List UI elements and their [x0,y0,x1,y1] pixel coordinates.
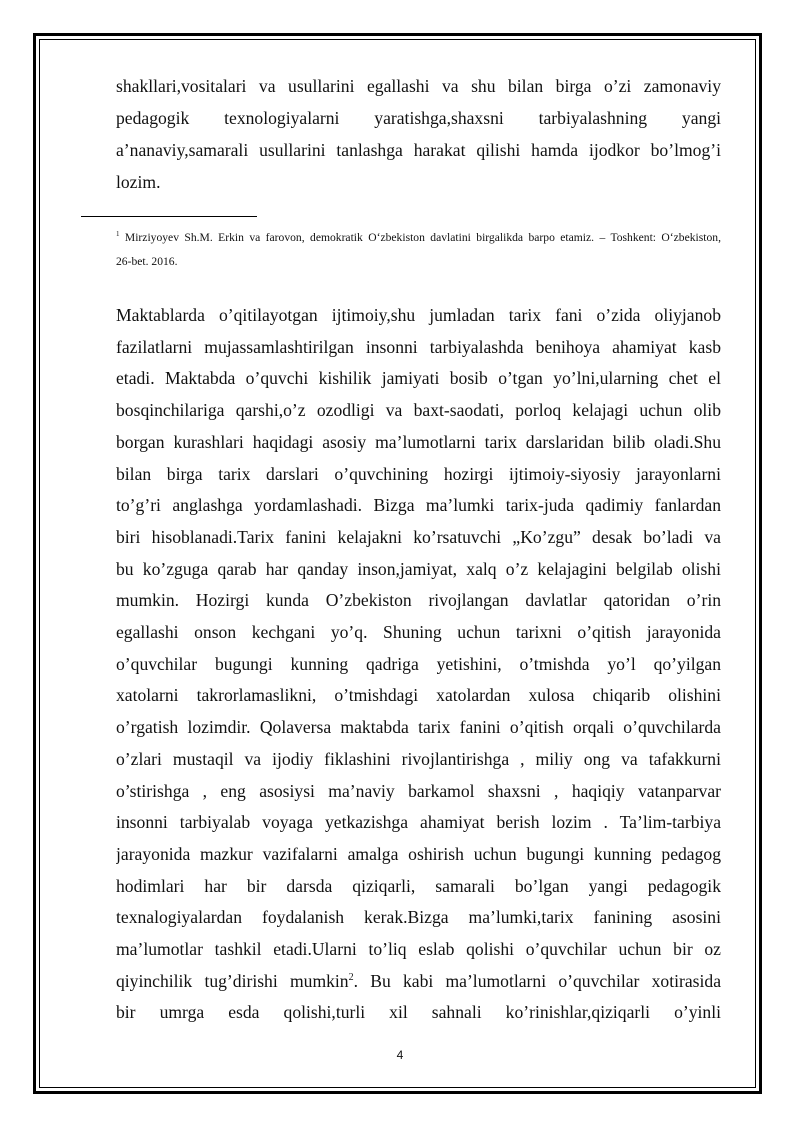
text-line: jarayonida mazkur vazifalarni amalga oshirish uchun bugungi kunning pedagog [116,843,721,864]
text-line: bosqinchilariga qarshi,o’z ozodligi va baxt-saodati, porloq kelajagi uchun olib [116,400,721,421]
footnote-marker: 1 [116,230,120,239]
footnote-line [116,226,721,250]
footnote-reference[interactable]: 2 [348,971,354,983]
footnote [116,226,721,274]
text-line: o’quvchilar bugungi kunning qadriga yetishini, o’tmishda yo’l qo’yilgan [116,653,721,674]
text-line: pedagogik texnologiyalarni yaratishga,shaxsni tarbiyalashning yangi [116,108,721,128]
text-line: o’zlari mustaqil va ijodiy fiklashini rivojlantirishga , miliy ong va tafakkurni [116,748,721,769]
text-line: bu ko’zguga qarab har qanday inson,jamiyat, xalq o’z kelajagini belgilab olishi [116,558,721,579]
footnote-text: Mirziyoyev Sh.M. Erkin va farovon, demokratik O‘zbekiston davlatini birgalikda barpo etamiz. – Toshkent: O‘zbekiston, [124,231,721,244]
text-line: egallashi onson kechgani yo’q. Shuning uchun tarixni o’qitish jarayonida [116,622,721,643]
page-number: 4 [396,1048,404,1062]
text-line: o’stirishga , eng asosiysi ma’naviy barkamol shaxsni , haqiqiy vatanparvar [116,780,721,801]
text-line: to’g’ri anglashga yordamlashadi. Bizga ma’lumki tarix-juda qadimiy fanlardan [116,495,721,516]
text-line: ma’lumotlar tashkil etadi.Ularni to’liq eslab qolishi o’quvchilar uchun bir oz [116,939,721,960]
text-line: a’nanaviy,samarali usullarini tanlashga harakat qilishi hamda ijodkor bo’lmog’i [116,140,721,160]
text-line: lozim. [116,172,161,192]
footnote-separator [81,216,257,217]
text-line: fazilatlarni mujassamlashtirilgan insonni tarbiyalashda benihoya ahamiyat kasb [116,336,721,357]
text-segment: . Bu kabi ma’lumotlarni o’quvchilar xotirasida [353,970,721,991]
text-line: texnalogiyalardan foydalanish kerak.Bizga ma’lumki,tarix fanining asosini [116,907,721,928]
paragraph-continuation [116,70,721,198]
text-line: shakllari,vositalari va usullarini egallashi va shu bilan birga o’zi zamonaviy [116,76,721,96]
text-line: bir umrga esda qolishi,turli xil sahnali ko’rinishlar,qiziqarli o’yinli [116,1002,721,1023]
text-line: insonni tarbiyalab voyaga yetkazishga ahamiyat berish lozim . Ta’lim-tarbiya [116,812,721,833]
main-paragraph [116,300,721,1029]
text-line [116,966,721,998]
text-line: biri hisoblanadi.Tarix fanini kelajakni ko’rsatuvchi „Ko’zgu” desak bo’ladi va [116,526,721,547]
text-line: Maktablarda o’qitilayotgan ijtimoiy,shu jumladan tarix fani o’zida oliyjanob [116,305,721,325]
text-line: bilan birga tarix darslari o’quvchining hozirgi ijtimoiy-siyosiy jarayonlarni [116,463,721,484]
text-line: borgan kurashlari haqidagi asosiy ma’lumotlarni tarix darslaridan bilib oladi.Shu [116,431,721,452]
text-segment: qiyinchilik tug’dirishi mumkin [116,970,349,991]
text-line: hodimlari har bir darsda qiziqarli, samarali bo’lgan yangi pedagogik [116,875,721,896]
text-line: o’rgatish lozimdir. Qolaversa maktabda tarix fanini o’qitish orqali o’quvchilarda [116,717,721,738]
text-line: mumkin. Hozirgi kunda O’zbekiston rivojlangan davlatlar qatoridan o’rin [116,590,721,611]
footnote-line: 26-bet. 2016. [116,255,178,268]
text-line: xatolarni takrorlamaslikni, o’tmishdagi xatolardan xulosa chiqarib olishini [116,685,721,706]
text-line: etadi. Maktabda o’quvchi kishilik jamiyati bosib o’tgan yo’lni,ularning chet el [116,368,721,389]
